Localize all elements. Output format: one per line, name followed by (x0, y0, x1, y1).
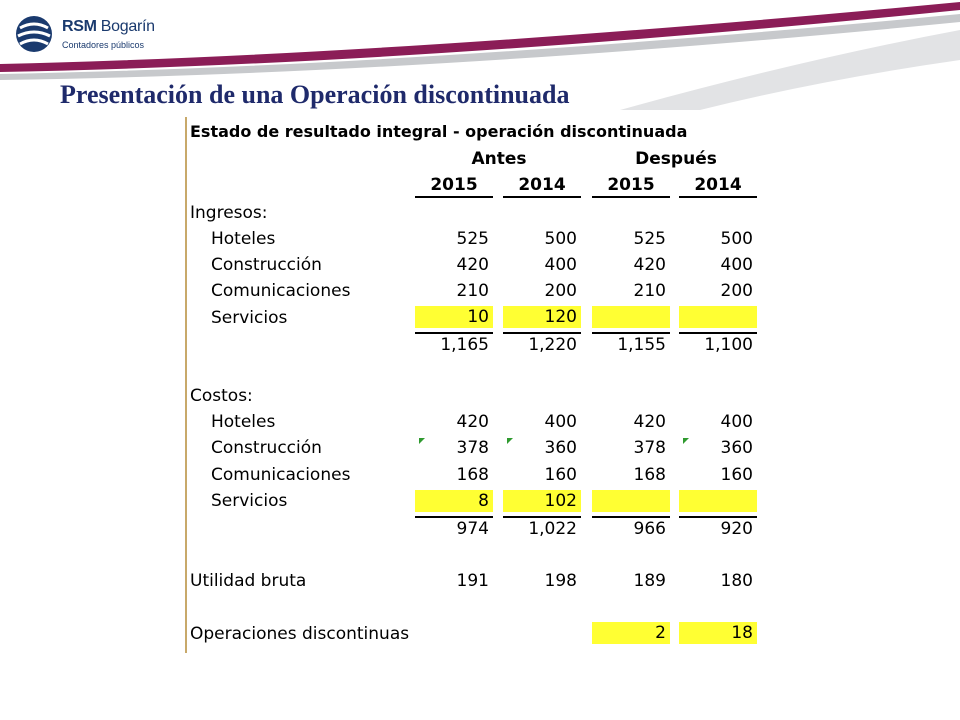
cell-value: 160 (544, 465, 577, 485)
cell-value: 168 (456, 465, 489, 485)
globe-icon (14, 14, 54, 54)
total-value: 1,100 (679, 332, 757, 356)
sheet-border (185, 117, 187, 653)
highlighted-cell: 10 (415, 306, 493, 328)
cell-value: 400 (544, 255, 577, 275)
highlighted-cell: 102 (503, 490, 581, 512)
cell-value: 160 (720, 465, 753, 485)
cell-value: 400 (720, 412, 753, 432)
year-header: 2015 (592, 174, 670, 198)
total-value: 974 (415, 516, 493, 540)
statement-title: Estado de resultado integral - operación discontinuada (190, 122, 688, 141)
cell-value: 210 (633, 281, 666, 301)
highlighted-cell (679, 306, 757, 328)
total-value: 1,155 (592, 332, 670, 356)
highlighted-cell: 2 (592, 622, 670, 644)
highlighted-cell: 18 (679, 622, 757, 644)
cell-value: 180 (720, 571, 753, 591)
row-label: Construcción (211, 438, 322, 458)
highlighted-cell (592, 306, 670, 328)
row-label: Comunicaciones (211, 465, 351, 485)
highlighted-cell: 120 (503, 306, 581, 328)
row-label-operaciones-discontinuas: Operaciones discontinuas (190, 624, 410, 644)
cell-value: 360 (720, 438, 753, 458)
year-header: 2014 (503, 174, 581, 198)
cell-value: 500 (544, 229, 577, 249)
row-label: Hoteles (211, 229, 276, 249)
row-label: Hoteles (211, 412, 276, 432)
cell-value: 200 (720, 281, 753, 301)
highlighted-cell (679, 490, 757, 512)
highlighted-cell: 8 (415, 490, 493, 512)
cell-value: 378 (633, 438, 666, 458)
cell-value: 525 (633, 229, 666, 249)
cell-value: 400 (544, 412, 577, 432)
cell-value: 420 (633, 412, 666, 432)
cell-value: 525 (456, 229, 489, 249)
year-header: 2014 (679, 174, 757, 198)
cell-value: 168 (633, 465, 666, 485)
cell-value: 191 (456, 571, 489, 591)
logo-subtitle: Contadores públicos (62, 40, 145, 50)
cell-value: 420 (633, 255, 666, 275)
row-label: Servicios (211, 308, 288, 328)
row-label: Construcción (211, 255, 322, 275)
company-logo (14, 12, 174, 56)
section-heading-costos: Costos: (190, 386, 253, 406)
cell-value: 210 (456, 281, 489, 301)
total-value: 1,165 (415, 332, 493, 356)
total-value: 966 (592, 516, 670, 540)
highlighted-cell (592, 490, 670, 512)
cell-value: 189 (633, 571, 666, 591)
group-header-antes: Antes (471, 149, 527, 169)
cell-value: 198 (544, 571, 577, 591)
year-header: 2015 (415, 174, 493, 198)
total-value: 1,022 (503, 516, 581, 540)
row-label: Comunicaciones (211, 281, 351, 301)
cell-value: 500 (720, 229, 753, 249)
cell-value: 420 (456, 255, 489, 275)
group-header-despues: Después (635, 149, 717, 169)
total-value: 920 (679, 516, 757, 540)
cell-value: 420 (456, 412, 489, 432)
cell-value: 360 (544, 438, 577, 458)
cell-value: 200 (544, 281, 577, 301)
logo-wordmark: RSM Bogarín (62, 18, 155, 35)
row-label-utilidad-bruta: Utilidad bruta (190, 571, 307, 591)
cell-value: 378 (456, 438, 489, 458)
total-value: 1,220 (503, 332, 581, 356)
cell-value: 400 (720, 255, 753, 275)
row-label: Servicios (211, 491, 288, 511)
slide-title: Presentación de una Operación discontinuada (60, 80, 570, 109)
section-heading-ingresos: Ingresos: (190, 203, 268, 223)
